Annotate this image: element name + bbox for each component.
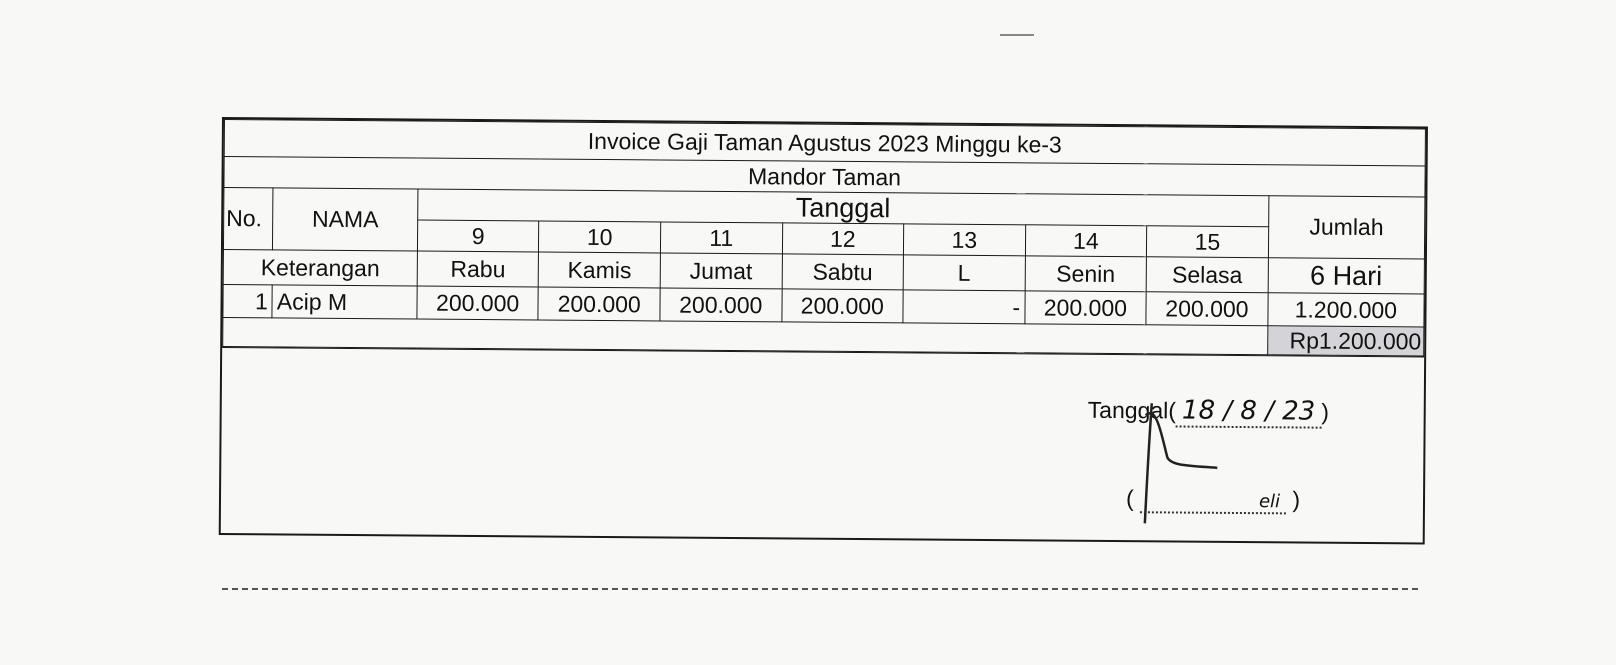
wage-cell: 200.000 [660, 288, 782, 322]
signature-date-close: ) [1321, 398, 1330, 425]
invoice-table [222, 119, 1426, 356]
header-nama: NAMA [273, 188, 418, 251]
signature-name-value: eli [1140, 490, 1286, 514]
day-cell: L [903, 255, 1025, 291]
date-cell: 14 [1025, 225, 1147, 257]
wage-cell: 200.000 [1024, 291, 1146, 325]
wage-cell: 200.000 [781, 289, 903, 323]
wage-cell: 200.000 [538, 287, 660, 321]
signature-date-open: ( [1168, 397, 1177, 424]
signature-name-open: ( [1125, 485, 1134, 512]
day-cell: Kamis [539, 252, 661, 288]
header-jumlah: Jumlah [1268, 196, 1425, 259]
row-jumlah: 1.200.000 [1268, 293, 1425, 327]
header-tanggal: Tanggal [418, 189, 1269, 227]
invoice-title: Invoice Gaji Taman Agustus 2023 Minggu ke-3 [224, 120, 1425, 166]
wage-cell: - [903, 290, 1025, 324]
grand-total: Rp1.200.000 [1267, 326, 1424, 356]
header-keterangan: Keterangan [223, 250, 417, 287]
invoice-sheet [219, 117, 1428, 544]
day-cell: Senin [1025, 256, 1147, 292]
invoice-subtitle: Mandor Taman [224, 157, 1425, 197]
wage-cell: 200.000 [417, 286, 539, 320]
scan-mark [1000, 34, 1034, 36]
total-days: 6 Hari [1268, 258, 1425, 294]
signature-name [1126, 485, 1300, 514]
signature-area [221, 347, 1424, 517]
wage-cell: 200.000 [1146, 292, 1268, 326]
cut-line [222, 588, 1418, 590]
date-cell: 15 [1147, 226, 1269, 258]
row-name: Acip M [272, 285, 417, 319]
date-cell: 12 [782, 223, 904, 255]
header-no: No. [223, 188, 273, 250]
signature-date-value: 18 / 8 / 23 [1176, 396, 1322, 429]
signature-name-close: ) [1292, 486, 1301, 513]
date-cell: 10 [539, 221, 661, 253]
date-cell: 13 [903, 224, 1025, 256]
day-cell: Sabtu [782, 254, 904, 290]
date-cell: 9 [417, 220, 539, 252]
day-cell: Rabu [417, 251, 539, 287]
date-cell: 11 [660, 222, 782, 254]
signature-date-label: Tanggal [1087, 396, 1169, 424]
row-number: 1 [223, 285, 273, 318]
day-cell: Jumat [660, 253, 782, 289]
day-cell: Selasa [1146, 257, 1268, 293]
